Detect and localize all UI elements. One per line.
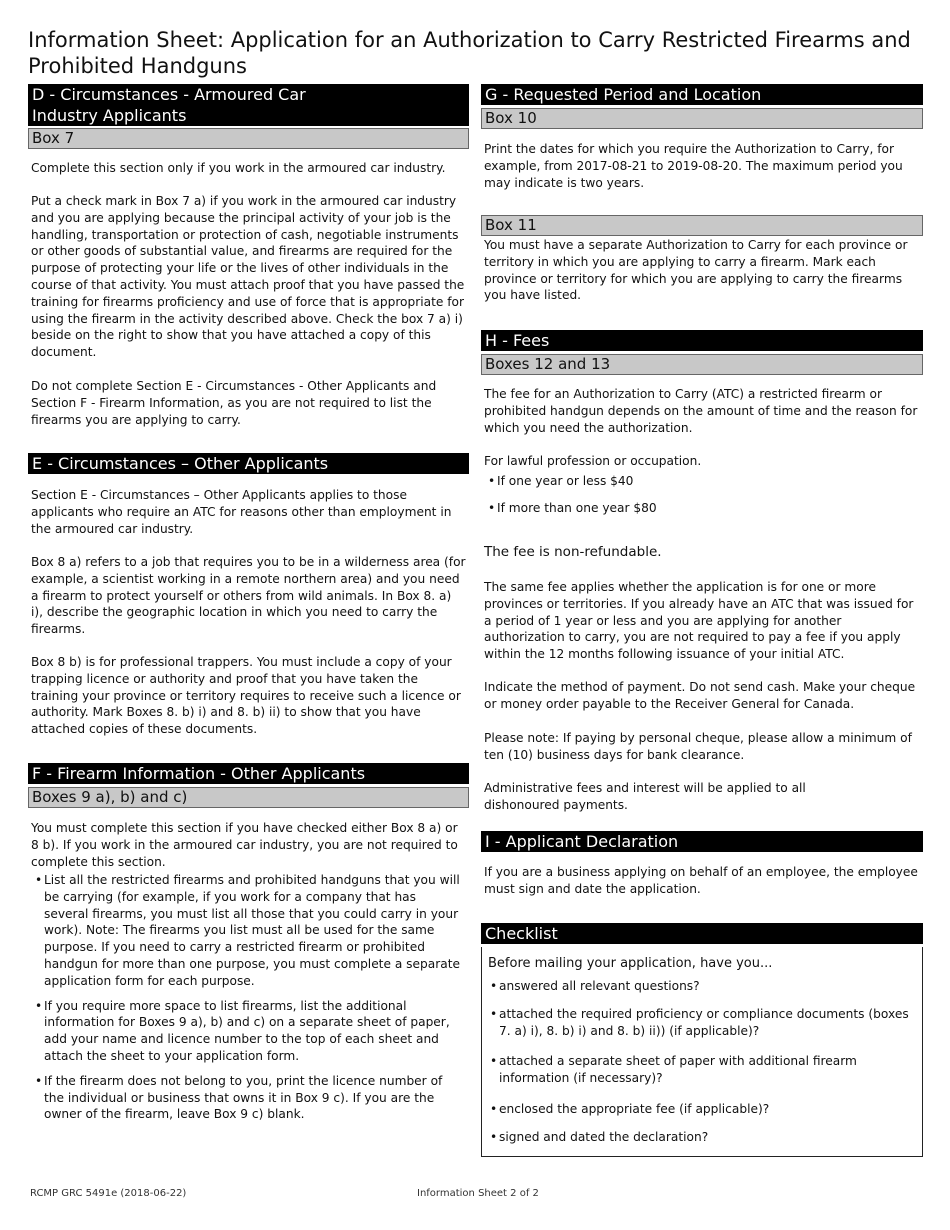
fee-same-fee-note: The same fee applies whether the application is for one or more provinces or territories. If you already have an ATC that was issued for a period of 1 year or less and you are applying for another authorization to carry, you are not required to pay a fee if you apply within the 12 months following issuance of your initial ATC.	[484, 580, 914, 662]
section-d-note: Do not complete Section E - Circumstances - Other Applicants and Section F - Firearm Information, as you are not required to list the firearms you are applying to carry.	[31, 379, 437, 427]
fee-occupation-label: For lawful profession or occupation.	[484, 454, 702, 468]
page-number: Information Sheet 2 of 2	[417, 1188, 539, 1199]
section-e-box8a: Box 8 a) refers to a job that requires you to be in a wilderness area (for example, a scientist working in a remote northern area) and you need a firearm to protect yourself or others from wild animals. In Box 8. a) i), describe the geographic location in which you need to carry the firearms.	[31, 555, 466, 637]
section-d-heading-line1: D - Circumstances - Armoured Car	[32, 85, 306, 104]
section-h-heading: H - Fees	[481, 330, 923, 351]
section-g-heading: G - Requested Period and Location	[481, 84, 923, 105]
checklist-intro: Before mailing your application, have you...	[488, 956, 773, 971]
checklist-box	[481, 947, 923, 1157]
checklist-list	[490, 978, 910, 1146]
section-d-intro: Complete this section only if you work in the armoured car industry.	[31, 161, 446, 175]
boxes-12-13-label: Boxes 12 and 13	[481, 354, 923, 375]
box-11-label: Box 11	[481, 215, 923, 236]
checklist-heading: Checklist	[481, 923, 923, 944]
list-item: • signed and dated the declaration?	[490, 1129, 910, 1146]
section-e-intro: Section E - Circumstances – Other Applicants applies to those applicants who require an ATC for reasons other than employment in the armoured car industry.	[31, 488, 452, 536]
list-item: • If the firearm does not belong to you, print the licence number of the individual or business that owns it in Box 9 c). If you are the owner of the firearm, leave Box 9 c) blank.	[35, 1073, 463, 1123]
dishonoured-payments-note: Administrative fees and interest will be applied to all dishonoured payments.	[484, 781, 806, 812]
page-title: Information Sheet: Application for an Authorization to Carry Restricted Firearms and Prohibited Handguns	[28, 28, 911, 78]
payment-method-note: Indicate the method of payment. Do not send cash. Make your cheque or money order payable to the Receiver General for Canada.	[484, 680, 916, 711]
list-item: • If one year or less $40	[488, 473, 908, 490]
fee-description: The fee for an Authorization to Carry (ATC) a restricted firearm or prohibited handgun depends on the amount of time and the reason for which you need the authorization.	[484, 387, 918, 435]
list-item: • If you require more space to list firearms, list the additional information for Boxes 9 a), b) and c) on a separate sheet of paper, add your name and licence number to the top of each sheet and attach the sheet to your application form.	[35, 998, 463, 1065]
section-d-heading-line2: Industry Applicants	[32, 106, 187, 125]
list-item: • If more than one year $80	[488, 500, 908, 517]
box-7-label: Box 7	[28, 128, 469, 149]
list-item: • answered all relevant questions?	[490, 978, 910, 995]
box-10-label: Box 10	[481, 108, 923, 129]
section-d-box7-instructions: Put a check mark in Box 7 a) if you work in the armoured car industry and you are applying because the principal activity of your job is the handling, transportation or protection of cash, negotiable instruments or other goods of substantial value, and firearms are required for the purpose of protecting your life or the lives of other individuals in the course of that activity. You must attach proof that you have passed the training for firearms proficiency and use of force that is appropriate for using the firearm in the activity described above. Check the box 7 a) i) beside on the right to show that you have attached a copy of this document.	[31, 194, 465, 360]
section-f-heading: F - Firearm Information - Other Applicants	[28, 763, 469, 784]
list-item: • enclosed the appropriate fee (if applicable)?	[490, 1101, 910, 1118]
section-i-heading: I - Applicant Declaration	[481, 831, 923, 852]
section-f-intro: You must complete this section if you have checked either Box 8 a) or 8 b). If you work in the armoured car industry, you are not required to complete this section.	[31, 821, 458, 869]
box-10-text: Print the dates for which you require the Authorization to Carry, for example, from 2017-08-21 to 2019-08-20. The maximum period you may indicate is two years.	[484, 142, 903, 190]
section-e-box8b: Box 8 b) is for professional trappers. You must include a copy of your trapping licence or authority and proof that you have taken the training your province or territory requires to receive such a licence or authority. Mark Boxes 8. b) i) and 8. b) ii) to show that you have attached copies of these documents.	[31, 655, 461, 737]
section-d-heading	[28, 84, 469, 126]
fee-bullet-list	[488, 473, 908, 517]
declaration-note: If you are a business applying on behalf of an employee, the employee must sign and date the application.	[484, 865, 918, 896]
form-number: RCMP GRC 5491e (2018-06-22)	[30, 1188, 187, 1199]
list-item: • attached the required proficiency or compliance documents (boxes 7. a) i), 8. b) i) and 8. b) ii)) (if applicable)?	[490, 1006, 910, 1040]
right-column	[481, 84, 923, 1144]
section-f-bullet-list	[35, 872, 463, 1123]
cheque-clearance-note: Please note: If paying by personal cheque, please allow a minimum of ten (10) business days for bank clearance.	[484, 731, 912, 762]
box-11-text: You must have a separate Authorization to Carry for each province or territory in which you are applying to carry a firearm. Mark each province or territory for which you are applying to carry the firearms you have listed.	[484, 238, 908, 303]
boxes-9-label: Boxes 9 a), b) and c)	[28, 787, 469, 808]
section-e-heading: E - Circumstances – Other Applicants	[28, 453, 469, 474]
fee-non-refundable: The fee is non-refundable.	[484, 544, 662, 560]
list-item: • attached a separate sheet of paper with additional firearm information (if necessary)?	[490, 1053, 910, 1087]
list-item: • List all the restricted firearms and prohibited handguns that you will be carrying (for example, if you work for a company that has several firearms, you must list all those that you could carry in your work). Note: The firearms you list must all be used for the same purpose. If you need to carry a restricted firearm or prohibited handgun for more than one purpose, you must complete a separate application form for each purpose.	[35, 872, 463, 990]
